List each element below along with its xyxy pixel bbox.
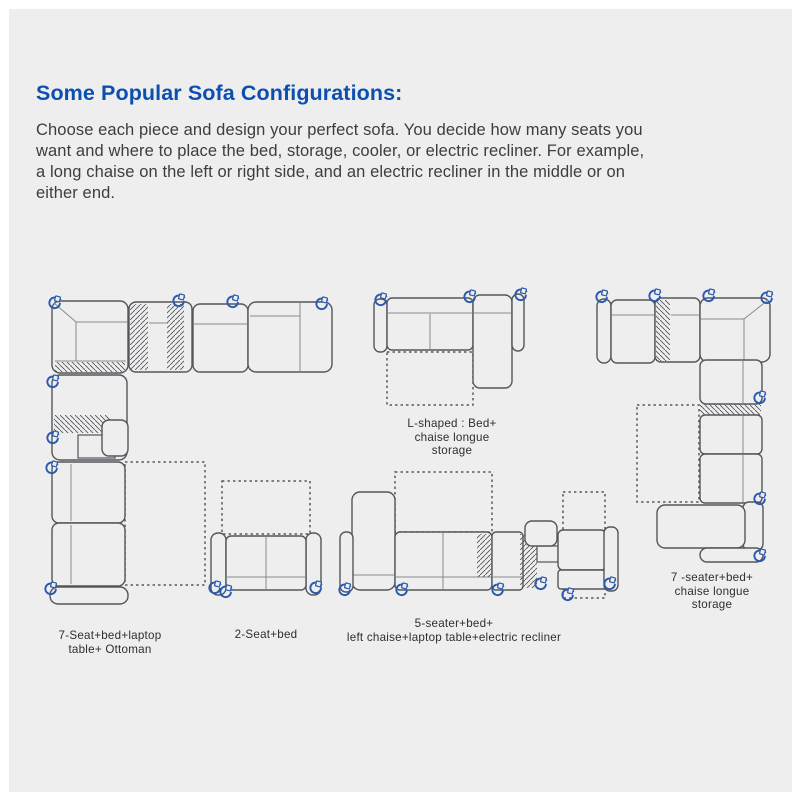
- bed-outline: [125, 462, 205, 585]
- chaise-module: [473, 295, 512, 388]
- intro-line: a long chaise on the left or right side, and an electric recliner in the middle or on: [36, 163, 626, 181]
- rotate-icon: [535, 577, 547, 589]
- diagram-2seat-bed: [209, 481, 322, 597]
- config-label-7seat-ottoman: [30, 629, 190, 656]
- config-label-line: 2-Seat+bed: [234, 628, 298, 641]
- rotate-icon: [562, 588, 574, 600]
- console-module: [537, 546, 558, 562]
- config-label-line: chaise longue: [414, 430, 490, 444]
- seat-module: [611, 300, 655, 363]
- bed-outline: [637, 405, 699, 502]
- diagram-5seater-recliner: [339, 472, 618, 600]
- config-label-7seater-chaise: [637, 571, 787, 612]
- storage-hatch: [700, 404, 761, 415]
- page-title: Some Popular Sofa Configurations:: [36, 81, 403, 105]
- laptop-table: [102, 420, 128, 456]
- diagram-lshaped-bed-chaise: [374, 288, 528, 405]
- armrest-module: [743, 502, 763, 550]
- bed-hatch: [130, 304, 148, 370]
- armrest-module: [512, 294, 524, 351]
- config-label-2seat-bed: [206, 628, 326, 642]
- armrest-module: [374, 299, 387, 352]
- bed-hatch: [167, 304, 184, 370]
- diagram-7seater-chaise-storage: [596, 289, 773, 562]
- ottoman-module: [50, 587, 128, 604]
- recliner-seat: [558, 530, 606, 570]
- chaise-module: [657, 505, 745, 548]
- intro-line: want and where to place the bed, storage, cooler, or electric recliner. For example,: [36, 142, 645, 160]
- seat-module: [52, 523, 125, 586]
- bed-outline: [395, 472, 492, 532]
- arm-seat-module: [248, 302, 332, 372]
- config-label-lshaped: [377, 417, 527, 458]
- seat-module: [700, 454, 762, 503]
- seat-module: [700, 415, 762, 454]
- bed-hatch: [656, 300, 670, 361]
- intro-line: either end.: [36, 184, 116, 202]
- recliner-footrest: [558, 570, 606, 589]
- bed-outline: [387, 352, 473, 405]
- config-label-line: 5-seater+bed+: [414, 617, 494, 630]
- seat-module: [193, 304, 248, 372]
- laptop-table: [525, 521, 557, 546]
- config-label-line: table+ Ottoman: [68, 642, 152, 656]
- storage-hatch: [55, 362, 125, 372]
- config-label-line: storage: [431, 444, 473, 457]
- config-label-line: left chaise+laptop table+electric recliner: [346, 630, 562, 644]
- seat-module: [52, 462, 125, 523]
- armrest-module: [597, 299, 611, 363]
- corner-module: [700, 298, 770, 362]
- bed-hatch: [477, 534, 491, 577]
- config-label-line: storage: [691, 598, 733, 611]
- config-label-line: L-shaped : Bed+: [407, 417, 497, 430]
- rotate-icon: [649, 289, 661, 301]
- config-label-5seater: [324, 617, 584, 644]
- config-label-line: chaise longue: [674, 584, 750, 598]
- bed-outline: [222, 481, 310, 534]
- seat-module: [492, 532, 523, 590]
- intro-line: Choose each piece and design your perfect sofa. You decide how many seats you: [36, 121, 643, 139]
- config-label-line: 7 -seater+bed+: [670, 571, 754, 584]
- config-label-line: 7-Seat+bed+laptop: [58, 629, 162, 642]
- seat-module: [700, 360, 762, 404]
